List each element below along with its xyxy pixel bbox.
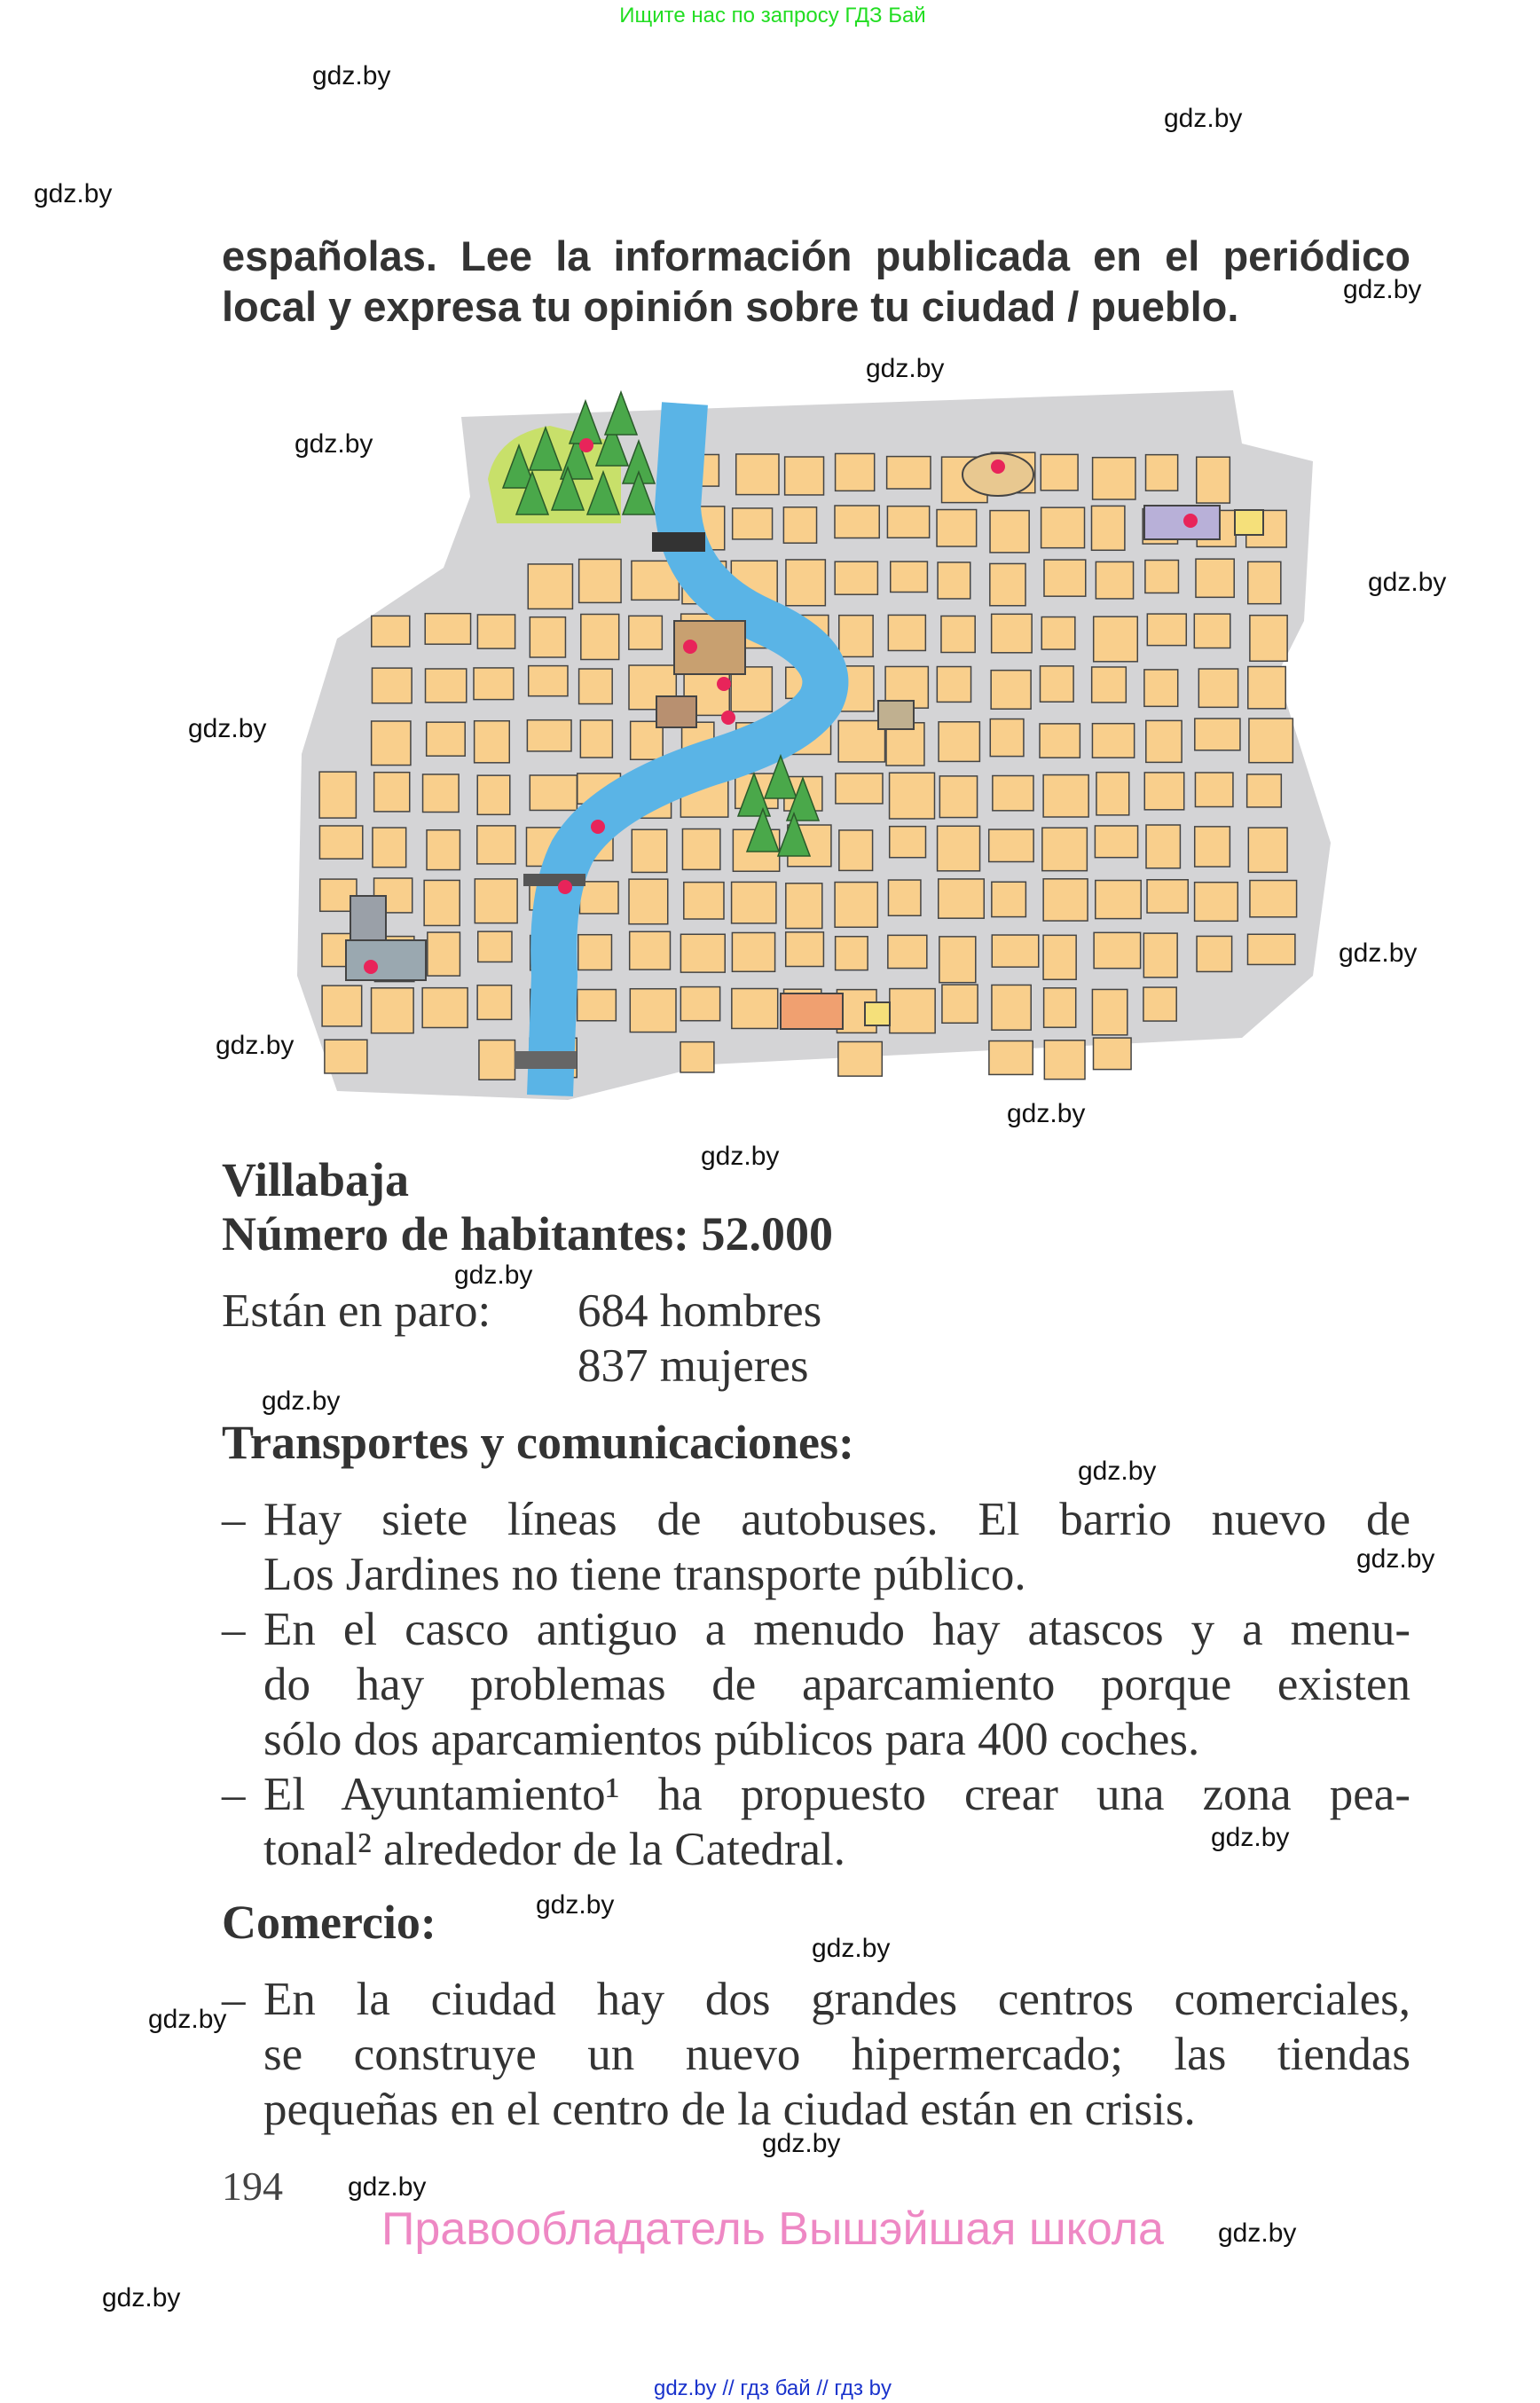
city-block	[786, 560, 825, 606]
city-block	[629, 616, 663, 649]
city-block	[319, 826, 362, 859]
city-block	[1248, 667, 1285, 709]
city-block	[579, 669, 613, 703]
cart-icon	[1235, 510, 1263, 535]
city-block	[630, 931, 671, 970]
cart-icon	[865, 1002, 890, 1025]
city-block	[1147, 614, 1186, 646]
watermark: gdz.by	[866, 354, 945, 383]
city-block	[1248, 561, 1281, 603]
population: Número de habitantes: 52.000	[222, 1207, 834, 1260]
city-block	[732, 882, 776, 923]
watermark: gdz.by	[312, 61, 391, 90]
city-block	[733, 508, 773, 539]
city-block	[937, 510, 977, 546]
text-line: sólo dos aparcamientos públicos para 400 coches.	[263, 1714, 1200, 1765]
city-block	[836, 774, 883, 804]
city-block	[680, 1042, 714, 1072]
city-block	[319, 772, 356, 818]
city-block	[939, 937, 976, 983]
city-block	[1092, 989, 1127, 1034]
watermark: gdz.by	[148, 2005, 227, 2034]
city-block	[372, 721, 411, 766]
city-block	[425, 614, 470, 645]
city-block	[939, 722, 979, 762]
city-block	[580, 720, 612, 758]
city-block	[941, 616, 975, 652]
city-block	[322, 986, 362, 1026]
city-block	[890, 773, 935, 819]
city-block	[682, 829, 719, 870]
bridge-icon	[515, 1051, 577, 1069]
city-block	[942, 985, 978, 1023]
city-block	[835, 506, 879, 538]
city-block	[1040, 724, 1080, 758]
city-block	[992, 882, 1026, 916]
city-block	[1146, 455, 1178, 491]
city-block	[990, 563, 1025, 605]
city-block	[888, 935, 927, 968]
watermark: gdz.by	[1211, 1823, 1290, 1852]
city-block	[1042, 828, 1088, 870]
city-block	[839, 830, 873, 870]
city-block	[1043, 879, 1088, 921]
city-block	[1247, 774, 1282, 807]
city-block	[680, 934, 725, 972]
location-marker	[721, 711, 735, 725]
shopping-center-icon	[1144, 506, 1220, 539]
transport-item	[222, 1602, 1410, 1767]
city-block	[937, 667, 970, 703]
text-line: El Ayuntamiento¹ ha propuesto crear una zona pea-	[263, 1769, 1410, 1820]
location-marker	[683, 640, 697, 654]
city-block	[1146, 720, 1182, 762]
city-block	[835, 883, 877, 928]
watermark: gdz.by	[1368, 568, 1447, 597]
footer-links[interactable]: gdz.by // гдз бай // гдз by	[653, 2376, 892, 2400]
city-block	[428, 932, 460, 976]
city-block	[1195, 719, 1240, 750]
city-block	[1248, 828, 1287, 872]
city-block	[374, 773, 410, 812]
city-block	[1196, 559, 1234, 597]
city-block	[478, 931, 512, 962]
city-block	[989, 829, 1033, 861]
city-block	[528, 564, 572, 609]
city-block	[578, 935, 612, 970]
city-block	[578, 990, 617, 1021]
instruction-line: españolas. Lee la información publicada en el periódico	[222, 232, 1410, 279]
city-block	[372, 988, 414, 1033]
city-name: Villabaja	[222, 1153, 410, 1206]
watermark: gdz.by	[762, 2129, 841, 2158]
city-block	[1197, 936, 1232, 971]
city-block	[427, 722, 466, 756]
city-block	[1146, 825, 1180, 868]
city-block	[835, 561, 877, 594]
city-block	[426, 669, 467, 703]
city-block	[1041, 617, 1075, 650]
location-marker	[364, 960, 378, 974]
exercise-instruction	[222, 231, 1410, 332]
city-block	[938, 562, 970, 599]
city-block	[427, 830, 460, 870]
watermark: gdz.by	[295, 429, 373, 459]
city-block	[783, 507, 816, 543]
city-block	[579, 882, 618, 914]
city-block	[1195, 827, 1230, 867]
city-block	[579, 559, 621, 602]
factory-icon	[350, 896, 386, 940]
watermark: gdz.by	[348, 2172, 427, 2202]
city-block	[1143, 933, 1177, 978]
city-block	[1250, 881, 1297, 917]
city-block	[992, 614, 1032, 652]
city-block	[785, 457, 824, 495]
city-block	[632, 829, 666, 872]
city-block	[888, 880, 920, 915]
location-marker	[558, 880, 572, 894]
dash-bullet: –	[222, 1769, 246, 1820]
watermark: gdz.by	[454, 1260, 533, 1290]
city-block	[1044, 560, 1086, 596]
city-block	[1091, 506, 1124, 550]
city-block	[630, 989, 676, 1033]
city-block	[993, 776, 1033, 811]
text-line: Los Jardines no tiene transporte público.	[263, 1549, 1026, 1600]
city-block	[939, 879, 985, 918]
city-block	[1144, 670, 1178, 706]
city-block	[732, 932, 774, 971]
city-block	[529, 666, 568, 696]
city-block	[990, 511, 1029, 553]
city-block	[1044, 988, 1076, 1027]
commerce-item	[222, 1972, 1410, 2137]
watermark: gdz.by	[34, 179, 113, 208]
city-block	[887, 457, 931, 489]
bridge-icon	[652, 532, 705, 552]
city-block	[1094, 932, 1140, 968]
watermark: gdz.by	[216, 1031, 295, 1060]
bridge-icon	[523, 874, 585, 886]
city-block	[992, 985, 1031, 1030]
city-block	[938, 826, 980, 871]
location-marker	[579, 438, 593, 452]
city-block	[424, 880, 460, 925]
city-block	[680, 987, 719, 1021]
city-block	[888, 615, 925, 650]
location-marker	[1183, 514, 1198, 528]
city-block	[475, 879, 517, 923]
city-block	[939, 776, 977, 818]
city-block	[1145, 561, 1179, 593]
watermark: gdz.by	[262, 1386, 341, 1416]
city-block	[1096, 881, 1141, 919]
city-block	[990, 719, 1024, 757]
watermark: gdz.by	[188, 714, 267, 743]
city-block	[890, 827, 926, 858]
city-block	[1096, 773, 1129, 815]
city-block	[1043, 935, 1076, 979]
city-block	[1194, 614, 1230, 648]
watermark: gdz.by	[1356, 1544, 1435, 1574]
city-block	[1093, 458, 1135, 499]
city-block	[887, 507, 929, 538]
city-block	[1195, 883, 1238, 922]
city-block	[1195, 773, 1232, 807]
city-block	[1043, 775, 1088, 817]
city-block	[992, 935, 1038, 967]
city-block	[325, 1040, 367, 1073]
transport-item	[222, 1492, 1410, 1602]
city-block	[479, 1041, 515, 1080]
search-hint-banner: Ищите нас по запросу ГДЗ Бай	[619, 4, 926, 27]
text-line: do hay problemas de aparcamiento porque existen	[263, 1659, 1410, 1710]
text-line: En el casco antiguo a menudo hay atascos y a menu-	[263, 1604, 1410, 1655]
unemployed-label: Están en paro:	[222, 1285, 491, 1337]
dash-bullet: –	[222, 1974, 246, 2025]
text-line: En la ciudad hay dos grandes centros comerciales,	[263, 1974, 1410, 2025]
text-line: tonal² alrededor de la Catedral.	[263, 1824, 846, 1875]
city-block	[836, 453, 875, 491]
city-block	[527, 720, 571, 751]
watermark: gdz.by	[536, 1890, 615, 1920]
watermark: gdz.by	[812, 1934, 891, 1963]
city-block	[1197, 457, 1230, 503]
city-block	[1147, 880, 1188, 913]
city-block	[991, 671, 1031, 710]
city-block	[581, 614, 619, 659]
text-line: pequeñas en el centro de la ciudad están en crisis.	[263, 2084, 1196, 2135]
city-block	[477, 986, 511, 1020]
city-block	[1095, 826, 1137, 858]
watermark: gdz.by	[1339, 938, 1418, 968]
city-block	[475, 721, 510, 763]
city-block	[736, 454, 779, 495]
city-block	[786, 932, 824, 967]
location-marker	[717, 677, 731, 691]
city-block	[1044, 1041, 1085, 1080]
commerce-heading: Comercio:	[222, 1896, 436, 1949]
city-block	[477, 775, 510, 814]
city-block	[477, 615, 515, 648]
watermark: gdz.by	[1078, 1457, 1157, 1486]
city-block	[1248, 934, 1295, 964]
watermark: gdz.by	[1164, 104, 1243, 133]
transport-heading: Transportes y comunicaciones:	[222, 1416, 854, 1469]
location-marker	[991, 459, 1005, 474]
unemployed-women: 837 mujeres	[578, 1340, 809, 1392]
city-block	[1094, 1038, 1132, 1070]
transport-item	[222, 1767, 1410, 1877]
city-block	[890, 989, 935, 1033]
watermark: gdz.by	[102, 2283, 181, 2313]
watermark: gdz.by	[1343, 275, 1422, 304]
city-map-illustration	[293, 373, 1331, 1109]
old-building-icon	[656, 696, 696, 727]
instruction-line: local y expresa tu opinión sobre tu ciudad / pueblo.	[222, 283, 1239, 330]
city-block	[1094, 616, 1138, 662]
city-block	[372, 616, 410, 647]
watermark: gdz.by	[701, 1142, 780, 1171]
city-block	[1143, 987, 1176, 1021]
city-block	[839, 616, 873, 657]
copyright-notice: Правообладатель Вышэйшая школа	[381, 2203, 1164, 2255]
city-block	[530, 775, 577, 810]
city-block	[1041, 454, 1078, 490]
text-line: Hay siete líneas de autobuses. El barrio nuevo de	[263, 1494, 1410, 1545]
city-block	[373, 828, 406, 868]
watermark: gdz.by	[1007, 1099, 1086, 1128]
city-block	[422, 988, 468, 1028]
city-block	[786, 883, 822, 929]
city-block	[838, 1041, 882, 1076]
market-icon	[781, 993, 843, 1029]
dash-bullet: –	[222, 1604, 246, 1655]
unemployed-men: 684 hombres	[578, 1285, 822, 1337]
city-block	[629, 879, 668, 924]
city-block	[732, 989, 778, 1029]
location-marker	[591, 820, 605, 834]
city-block	[1040, 666, 1073, 702]
city-block	[1249, 719, 1292, 763]
city-block	[989, 1041, 1033, 1074]
city-block	[891, 561, 928, 592]
city-block	[684, 883, 724, 919]
text-line: se construye un nuevo hipermercado; las tiendas	[263, 2029, 1410, 2080]
city-block	[1250, 616, 1287, 662]
city-block	[1198, 669, 1238, 707]
page-number: 194	[222, 2163, 283, 2209]
city-block	[1092, 724, 1134, 758]
watermark: gdz.by	[1218, 2218, 1297, 2248]
city-block	[530, 617, 565, 657]
city-block	[477, 826, 515, 864]
factory-icon	[346, 940, 426, 980]
city-block	[1096, 561, 1133, 599]
city-block	[474, 668, 514, 700]
city-block	[836, 937, 868, 970]
city-block	[1092, 667, 1127, 703]
city-block	[1144, 773, 1183, 810]
city-block	[372, 668, 412, 703]
dash-bullet: –	[222, 1494, 246, 1545]
city-block	[423, 774, 460, 813]
city-block	[1041, 507, 1085, 548]
building-icon	[878, 701, 914, 729]
